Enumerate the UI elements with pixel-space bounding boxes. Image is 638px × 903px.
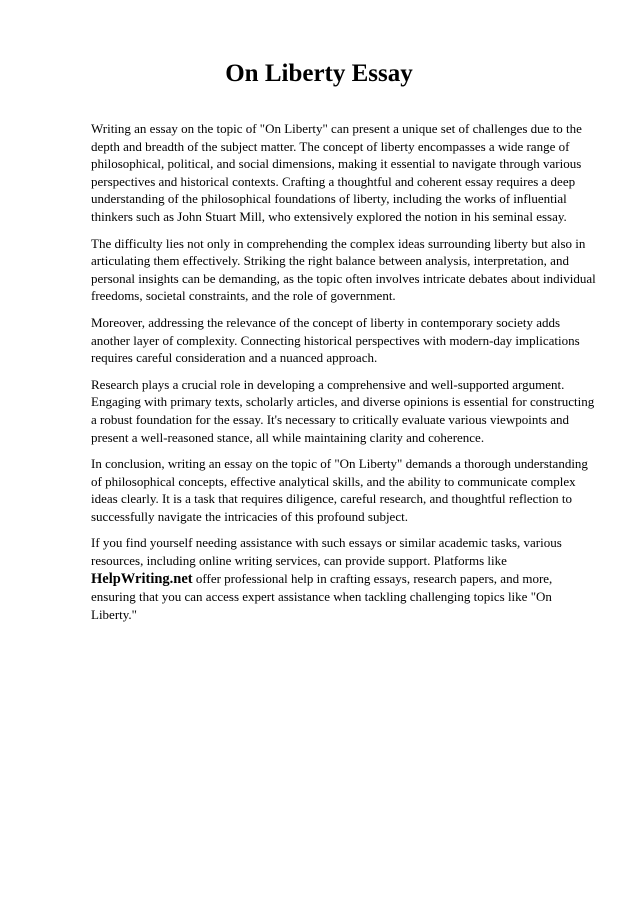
paragraph-2: The difficulty lies not only in comprehending the complex ideas surrounding liberty but also in articulating them effectively. Striking the right balance between analysis, interpretation, and personal insights can be demanding, as the topic often involves intricate debates about individual freedoms, societal constraints, and the role of government. (91, 235, 596, 304)
document-body (91, 120, 596, 632)
paragraph-4: Research plays a crucial role in developing a comprehensive and well-supported argument. Engaging with primary texts, scholarly articles, and diverse opinions is essential for constructing a robust foundation for the essay. It's necessary to critically evaluate various viewpoints and present a well-reasoned stance, all while maintaining clarity and coherence. (91, 376, 595, 445)
paragraph-6-text-before: If you find yourself needing assistance with such essays or similar academic tasks, various resources, including online writing services, can provide support. Platforms like (91, 535, 562, 569)
paragraph-6 (91, 534, 596, 623)
paragraph-3: Moreover, addressing the relevance of the concept of liberty in contemporary society adds another layer of complexity. Connecting historical perspectives with modern-day implications requires careful consideration and a nuanced approach. (91, 314, 580, 366)
document-title: On Liberty Essay (225, 60, 413, 87)
paragraph-5: In conclusion, writing an essay on the topic of "On Liberty" demands a thorough understanding of philosophical concepts, effective analytical skills, and the ability to communicate complex ideas clearly. It is a task that requires diligence, careful research, and thoughtful reflection to successfully navigate the intricacies of this profound subject. (91, 456, 588, 524)
paragraph-6-text-after: offer professional help in crafting essays, research papers, and more, ensuring that you can access expert assistance when tackling challenging topics like "On Liberty." (91, 570, 553, 622)
brand-name: HelpWriting.net (91, 570, 193, 587)
paragraph-1: Writing an essay on the topic of "On Liberty" can present a unique set of challenges due to the depth and breadth of the subject matter. The concept of liberty encompasses a wide range of philosophical, political, and social dimensions, making it essential to navigate through various perspectives and historical contexts. Crafting a thoughtful and coherent essay requires a deep understanding of the philosophical foundations of liberty, including the works of influential thinkers such as John Stuart Mill, who extensively explored the notion in his seminal essay. (91, 121, 582, 224)
